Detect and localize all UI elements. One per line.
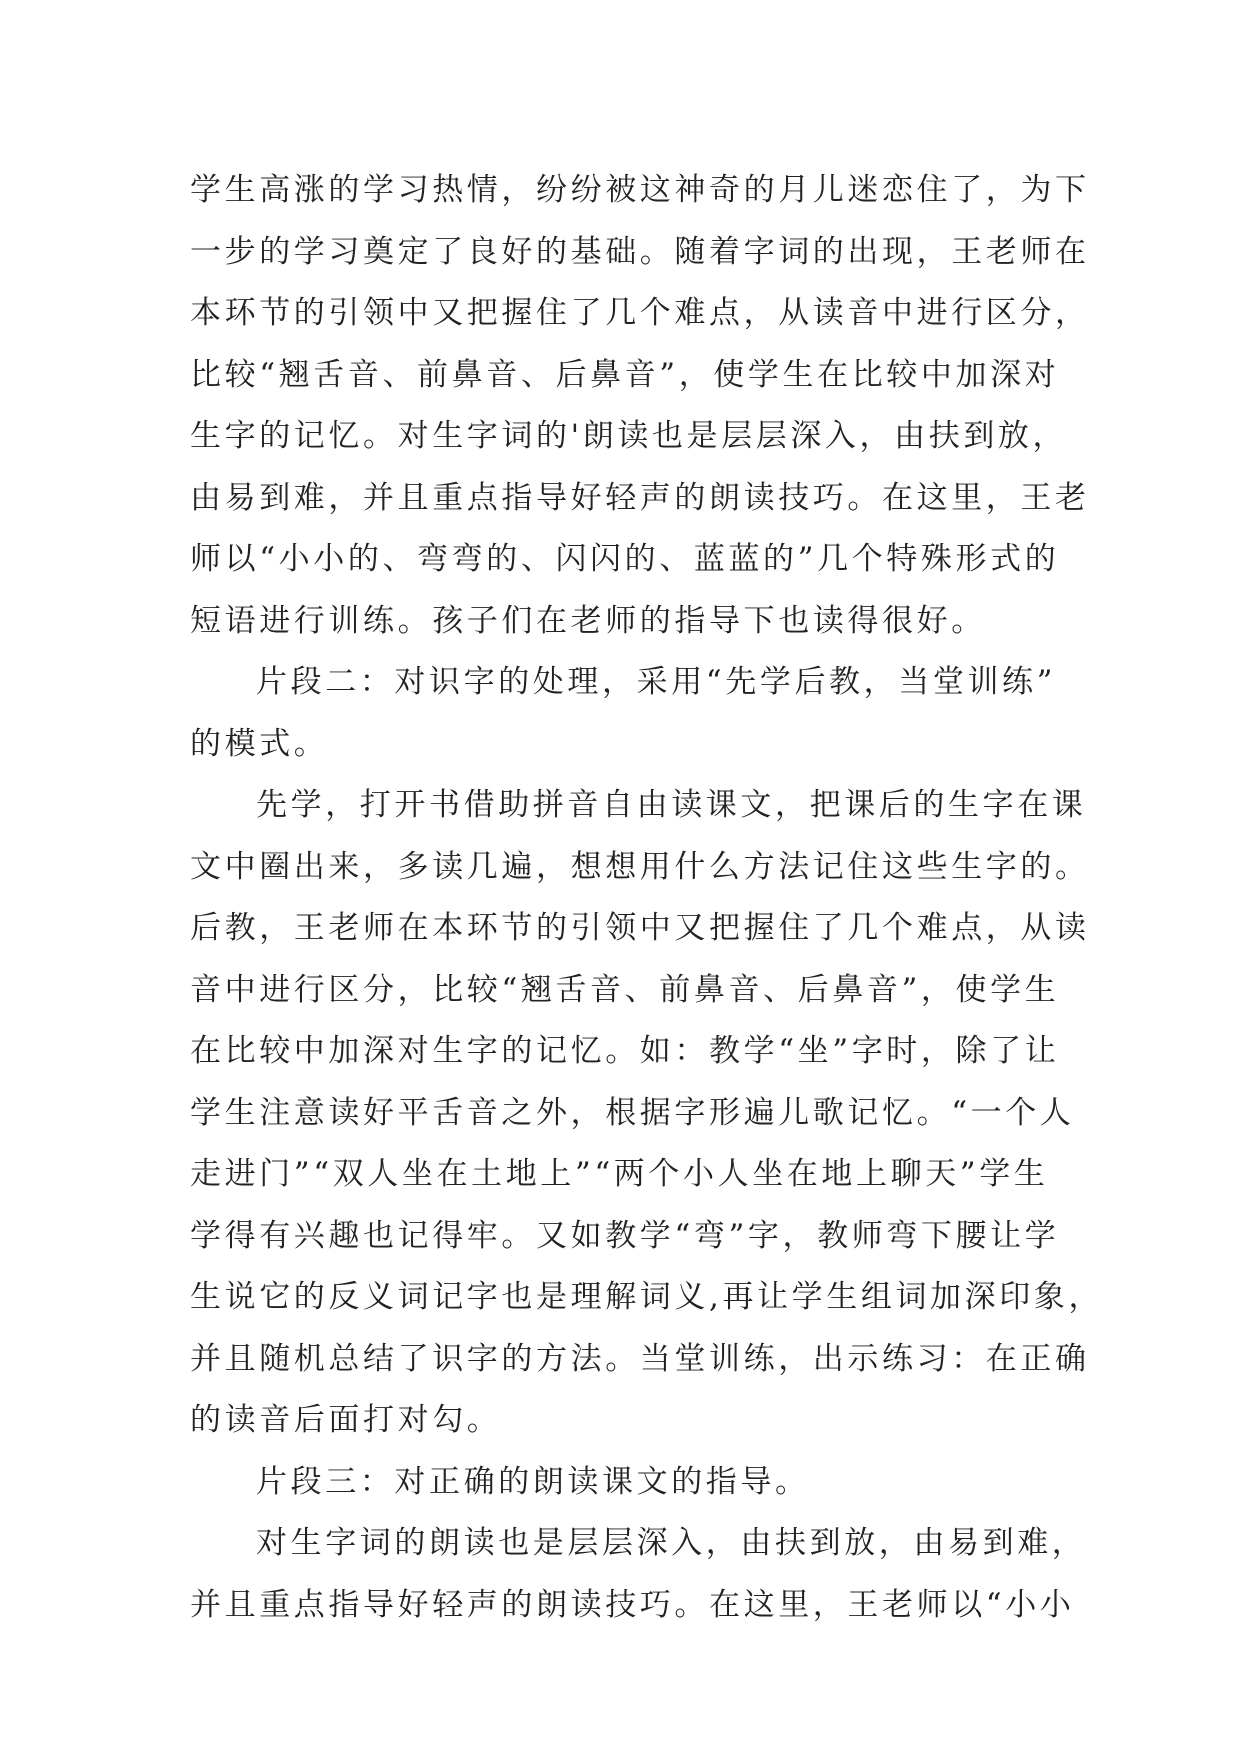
paragraph-start-line: 先学，打开书借助拼音自由读课文，把课后的生字在课 (256, 787, 1087, 823)
text-line: 的读音后面打对勾。 (190, 1402, 502, 1438)
text-line: 后教，王老师在本环节的引领中又把握住了几个难点，从读 (190, 910, 1090, 946)
text-line: 学生注意读好平舌音之外，根据字形遍儿歌记忆。“一个人 (190, 1094, 1075, 1131)
text-line: 生字的记忆。对生字词的'朗读也是层层深入，由扶到放， (190, 418, 1068, 454)
text-line: 的模式。 (190, 725, 329, 762)
text-line: 师以“小小的、弯弯的、闪闪的、蓝蓝的”几个特殊形式的 (190, 541, 1060, 577)
text-line: 短语进行训练。孩子们在老师的指导下也读得很好。 (190, 602, 986, 639)
text-line: 本环节的引领中又把握住了几个难点，从读音中进行区分， (190, 295, 1090, 331)
text-line: 在比较中加深对生字的记忆。如：教学“坐”字时，除了让 (190, 1033, 1060, 1069)
text-line: 并且随机总结了识字的方法。当堂训练，出示练习：在正确 (190, 1340, 1090, 1377)
body-text (190, 160, 1104, 1636)
text-line: 由易到难，并且重点指导好轻声的朗读技巧。在这里，王老 (190, 479, 1090, 516)
section-heading-line: 片段三：对正确的朗读课文的指导。 (256, 1463, 810, 1500)
text-line: 音中进行区分，比较“翘舌音、前鼻音、后鼻音”，使学生 (190, 971, 1060, 1008)
text-line: 走进门”“双人坐在土地上”“两个小人坐在地上聊天”学生 (190, 1156, 1049, 1192)
paragraph-start-line: 对生字词的朗读也是层层深入，由扶到放，由易到难， (256, 1525, 1087, 1561)
text-line: 比较“翘舌音、前鼻音、后鼻音”，使学生在比较中加深对 (190, 356, 1060, 393)
text-line: 学得有兴趣也记得牢。又如教学“弯”字，教师弯下腰让学 (190, 1217, 1060, 1254)
text-line: 文中圈出来，多读几遍，想想用什么方法记住这些生字的。 (190, 848, 1090, 885)
section-heading-line: 片段二：对识字的处理，采用“先学后教，当堂训练” (256, 664, 1057, 700)
text-line: 并且重点指导好轻声的朗读技巧。在这里，王老师以“小小 (190, 1586, 1075, 1623)
text-line: 一步的学习奠定了良好的基础。随着字词的出现，王老师在 (190, 233, 1090, 270)
text-line: 学生高涨的学习热情，纷纷被这神奇的月儿迷恋住了，为下 (190, 172, 1090, 208)
text-line: 生说它的反义词记字也是理解词义,再让学生组词加深印象， (190, 1279, 1104, 1315)
